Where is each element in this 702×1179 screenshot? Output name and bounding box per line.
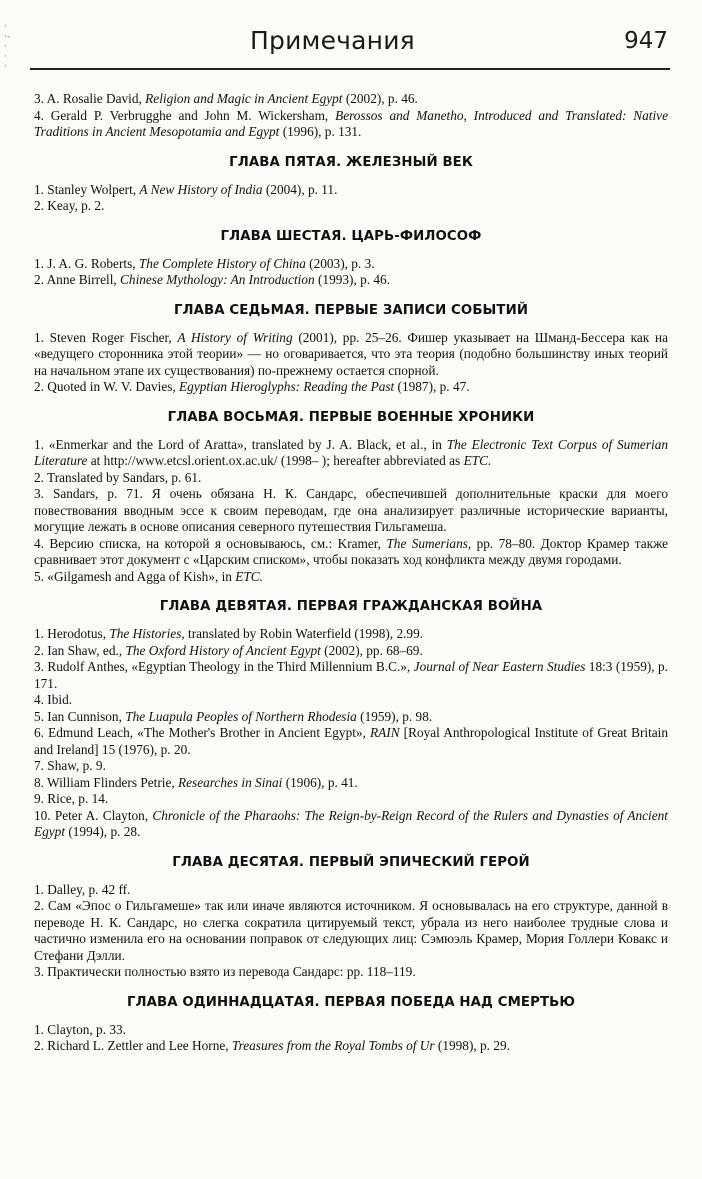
note-text: 2. Anne Birrell, <box>34 272 121 287</box>
note-entry <box>34 379 668 396</box>
note-text: 8. William Flinders Petrie, <box>34 774 178 790</box>
note-text: 5. Ian Cunnison, <box>34 708 126 724</box>
note-entry <box>34 91 668 108</box>
note-title-italic: Chronicle of the Pharaohs: The Reign-by-Reign Record of the Rulers and Dynasties of Ancient Egypt <box>34 807 668 839</box>
edge-mark: · <box>4 22 7 32</box>
note-text: 2. Сам «Эпос о Гильгамеше» так или иначе являются источником. Я основывалась на его структуре, данной в переводе Н. К. Сандарс, но слегка сократила цитируемый текст, убрала из него наиболее трудные слова и частично изменила его на основании поправок от следующих лиц: Сэмюэль Крамер, Мория Голлери Ковакс и Стефани Дэлли. <box>34 898 668 963</box>
note-entry <box>34 330 668 380</box>
note-entry <box>34 182 668 199</box>
note-text: 1. J. A. G. Roberts, <box>34 255 139 271</box>
note-title-italic: Journal of Near Eastern Studies <box>413 659 586 674</box>
chapter-heading: ГЛАВА ШЕСТАЯ. ЦАРЬ-ФИЛОСОФ <box>220 228 482 244</box>
note-text: (1998), p. 29. <box>434 1038 510 1053</box>
edge-mark: ·- <box>4 32 11 42</box>
note-title-italic: RAIN <box>370 725 400 740</box>
note-entry <box>34 108 668 141</box>
note-text: (1906), p. 41. <box>282 774 358 790</box>
header-rule <box>30 68 670 70</box>
note-entry <box>34 198 668 215</box>
note-text: 1. Herodotus, <box>34 626 110 641</box>
chapter-heading: ГЛАВА ДЕВЯТАЯ. ПЕРВАЯ ГРАЖДАНСКАЯ ВОЙНА <box>159 599 543 614</box>
note-text: (1994), p. 28. <box>65 824 141 839</box>
note-text: 9. Rice, p. 14. <box>34 791 109 806</box>
note-entry <box>34 659 668 692</box>
note-entry <box>34 643 668 660</box>
note-title-italic: The Complete History of China <box>138 255 306 271</box>
note-text: 4. Версию списка, на которой я основываюсь, см.: Kramer, <box>34 535 387 551</box>
scan-edge-marks <box>4 22 10 72</box>
note-text: (2004), p. 11. <box>262 181 338 197</box>
note-title-italic: ETC. <box>235 568 263 584</box>
notes-content <box>34 91 668 1055</box>
note-entry <box>34 272 668 289</box>
note-title-italic: A New History of India <box>139 181 263 197</box>
note-entry <box>34 1022 668 1039</box>
note-title-italic: Researches in Sinai <box>178 774 283 790</box>
note-text: [Royal Anthropological Institute of Great Britain and Ireland] 15 (1976), p. 20. <box>34 725 669 757</box>
chapter-heading: ГЛАВА ДЕСЯТАЯ. ПЕРВЫЙ ЭПИЧЕСКИЙ ГЕРОЙ <box>172 854 530 870</box>
note-title-italic: Treasures from the Royal Tombs of Ur <box>231 1038 435 1053</box>
note-entry <box>34 437 668 470</box>
note-text: 3. Практически полностью взято из перевода Сандарс: pp. 118–119. <box>34 964 416 979</box>
running-header-title: Примечания <box>250 26 415 55</box>
note-entry <box>34 964 668 981</box>
note-entry <box>34 486 668 536</box>
edge-mark: · <box>4 42 7 52</box>
note-text: , translated by Robin Waterfield (1998), 2.99. <box>181 626 424 641</box>
note-entry <box>34 791 668 808</box>
note-entry <box>34 882 668 899</box>
note-title-italic: The Luapula Peoples of Northern Rhodesia <box>125 708 357 724</box>
note-text: 2. Ian Shaw, ed., <box>34 642 126 658</box>
note-entry <box>34 626 668 643</box>
note-entry <box>34 256 668 273</box>
note-text: 1. «Enmerkar and the Lord of Aratta», translated by J. A. Black, et al., in <box>34 436 447 452</box>
note-text: (1959), p. 98. <box>356 708 433 724</box>
note-text: 6. Edmund Leach, «The Mother's Brother in Ancient Egypt», <box>34 725 371 740</box>
note-text: 1. Dalley, p. 42 ff. <box>34 881 131 897</box>
note-text: at http://www.etcsl.orient.ox.ac.uk/ (1998– ); hereafter abbreviated as <box>87 453 464 468</box>
note-entry <box>34 758 668 775</box>
note-title-italic: The Electronic Text Corpus of Sumerian Literature <box>34 436 668 468</box>
note-text: 2. Translated by Sandars, p. 61. <box>34 469 202 485</box>
note-title-italic: The Histories <box>109 626 182 641</box>
note-entry <box>34 470 668 487</box>
note-entry <box>34 898 668 964</box>
note-entry <box>34 808 668 841</box>
note-entry <box>34 709 668 726</box>
chapter-heading: ГЛАВА СЕДЬМАЯ. ПЕРВЫЕ ЗАПИСИ СОБЫТИЙ <box>173 302 529 318</box>
note-text: 18:3 (1959), p. 171. <box>34 659 669 691</box>
page-number: 947 <box>624 28 668 54</box>
note-entry <box>34 1038 668 1055</box>
note-title-italic: Berossos and Manetho, Introduced and Translated: Native Traditions in Ancient Mesopotamia and Egypt <box>34 107 668 139</box>
note-text: (1993), p. 46. <box>314 272 391 287</box>
note-text: 3. Sandars, p. 71. Я очень обязана Н. К. Сандарс, обеспечившей дополнительные краски для моего повествования вводным эссе к своим переводам, где она анализирует различные исторические варианты, могущие лежать в основе описания северного путешествия Гильгамеша. <box>34 486 668 534</box>
note-title-italic: The Oxford History of Ancient Egypt <box>125 642 321 658</box>
note-text: 1. Steven Roger Fischer, <box>34 329 178 345</box>
note-entry <box>34 569 668 586</box>
note-text: 2. Richard L. Zettler and Lee Horne, <box>34 1038 232 1053</box>
edge-mark: · <box>4 52 7 62</box>
note-text: , pp. 78–80. Доктор Крамер также сравнивает этот документ с «Царским списком», чтобы показать ход конфликта между двумя городами. <box>34 535 668 567</box>
note-title-italic: The Sumerians <box>386 535 468 551</box>
note-text: 5. «Gilgamesh and Agga of Kish», in <box>34 568 236 584</box>
note-text: 3. Rudolf Anthes, «Egyptian Theology in the Third Millennium B.C.», <box>34 659 414 674</box>
note-title-italic: A History of Writing <box>177 329 293 345</box>
chapter-heading: ГЛАВА ПЯТАЯ. ЖЕЛЕЗНЫЙ ВЕК <box>229 154 473 170</box>
note-text: 2. Keay, p. 2. <box>34 198 105 213</box>
note-entry <box>34 775 668 792</box>
note-title-italic: Chinese Mythology: An Introduction <box>120 272 315 287</box>
note-text: (2002), p. 46. <box>342 91 418 106</box>
note-text: (1996), p. 131. <box>279 124 362 139</box>
note-text: 3. A. Rosalie David, <box>34 91 146 106</box>
note-entry <box>34 692 668 709</box>
note-text: (2003), p. 3. <box>305 255 375 271</box>
note-text: 1. Stanley Wolpert, <box>34 181 140 197</box>
note-text: 4. Gerald P. Verbrugghe and John M. Wickersham, <box>34 107 336 123</box>
note-entry <box>34 725 668 758</box>
chapter-heading: ГЛАВА ВОСЬМАЯ. ПЕРВЫЕ ВОЕННЫЕ ХРОНИКИ <box>167 409 535 425</box>
note-entry <box>34 536 668 569</box>
note-text: 10. Peter A. Clayton, <box>34 807 153 823</box>
note-text: 1. Clayton, p. 33. <box>34 1021 126 1037</box>
note-text: 2. Quoted in W. V. Davies, <box>34 379 180 394</box>
note-text: 4. Ibid. <box>34 692 73 707</box>
chapter-heading: ГЛАВА ОДИННАДЦАТАЯ. ПЕРВАЯ ПОБЕДА НАД СМЕРТЬЮ <box>126 994 576 1010</box>
note-title-italic: Religion and Magic in Ancient Egypt <box>145 91 343 106</box>
note-text: 7. Shaw, p. 9. <box>34 758 106 773</box>
note-text: (1987), p. 47. <box>394 379 470 394</box>
edge-mark: · <box>4 62 7 72</box>
note-title-italic: Egyptian Hieroglyphs: Reading the Past <box>179 379 395 394</box>
note-title-italic: ETC. <box>463 453 492 468</box>
note-text: (2001), pp. 25–26. Фишер указывает на Шманд-Бессера как на «ведущего сторонника этой теории» — но оговаривается, что эта теория (подобно большинству иных теорий на начальном этапе их существования) по-прежнему остается спорной. <box>34 329 668 378</box>
note-text: (2002), pp. 68–69. <box>320 642 423 658</box>
